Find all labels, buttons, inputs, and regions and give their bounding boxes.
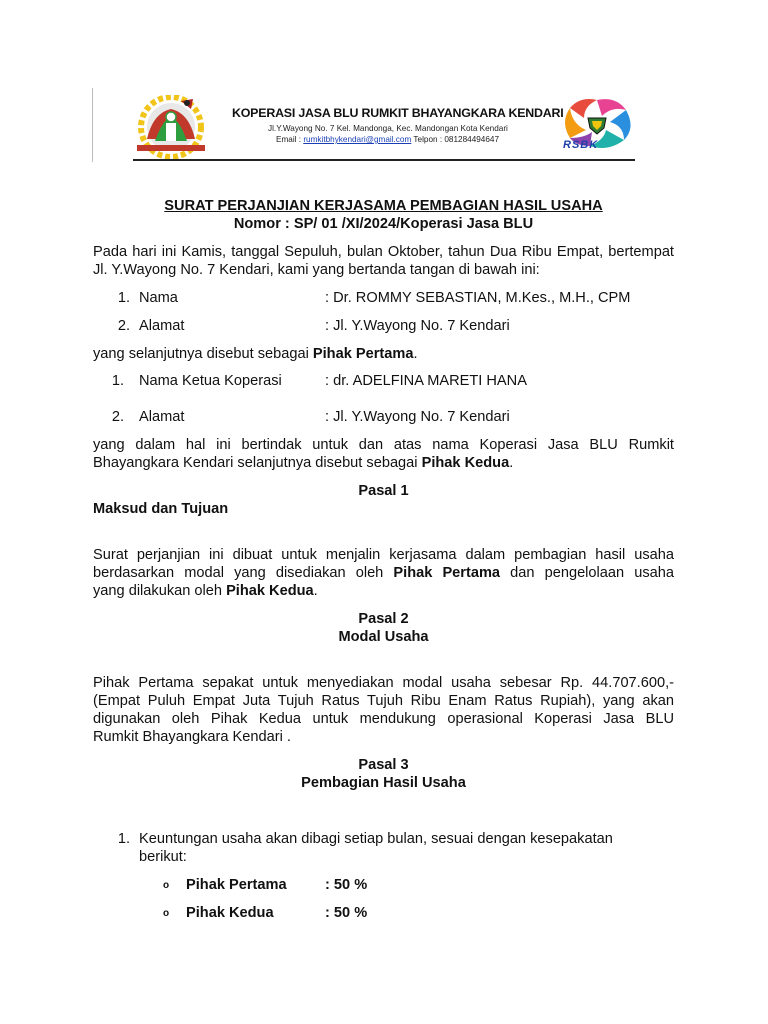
bullet-icon: o xyxy=(163,908,170,919)
koperasi-logo-icon xyxy=(133,95,209,159)
pihak-pertama-label: Pihak Pertama xyxy=(393,565,501,581)
share-value-pihak-kedua: : 50 % xyxy=(325,905,368,921)
pasal3-subheading: Pembagian Hasil Usaha xyxy=(301,775,466,791)
party1-name-label: Nama xyxy=(139,290,178,306)
party2-name-label: Nama Ketua Koperasi xyxy=(139,373,282,389)
pasal3-item1-line1: Keuntungan usaha akan dibagi setiap bulan, sesuai dengan kesepakatan xyxy=(139,831,613,847)
party2-address-label: Alamat xyxy=(139,409,185,425)
party2-closing-text: Bhayangkara Kendari selanjutnya disebut sebagai xyxy=(93,455,422,471)
party1-address-label: Alamat xyxy=(139,318,185,334)
share-label-pihak-pertama: Pihak Pertama xyxy=(186,877,287,893)
pasal1-line2-tail: dan pengelolaan usaha xyxy=(500,565,674,581)
email-link[interactable]: rumkitbhykendari@gmail.com xyxy=(303,135,412,144)
party2-name-value: : dr. ADELFINA MARETI HANA xyxy=(325,373,527,389)
list-number: 1. xyxy=(111,373,124,389)
party1-address-value: : Jl. Y.Wayong No. 7 Kendari xyxy=(325,318,510,334)
party1-closing-period: . xyxy=(413,346,418,362)
party2-closing-line1: yang dalam hal ini bertindak untuk dan atas nama Koperasi Jasa BLU Rumkit xyxy=(93,437,674,453)
list-number: 2. xyxy=(117,318,130,334)
party2-address-value: : Jl. Y.Wayong No. 7 Kendari xyxy=(325,409,510,425)
pasal3-item1-line2: berikut: xyxy=(139,849,187,865)
letterhead-org-name: KOPERASI JASA BLU RUMKIT BHAYANGKARA KENDARI xyxy=(232,106,564,120)
pasal1-line3 xyxy=(93,582,318,600)
phone-text: Telpon : 081284494647 xyxy=(413,135,500,144)
rsbk-logo-text: RSBK xyxy=(563,139,599,151)
list-number: 1. xyxy=(117,831,130,847)
pihak-pertama-label: Pihak Pertama xyxy=(312,346,414,362)
pasal2-subheading: Modal Usaha xyxy=(338,629,429,645)
pasal3-heading: Pasal 3 xyxy=(358,757,409,773)
letterhead-address: Jl.Y.Wayong No. 7 Kel. Mandonga, Kec. Mandongan Kota Kendari xyxy=(268,124,508,133)
party1-closing xyxy=(93,345,418,363)
document-title: SURAT PERJANJIAN KERJASAMA PEMBAGIAN HASIL USAHA xyxy=(164,198,603,214)
list-number: 1. xyxy=(117,290,130,306)
party1-name-value: : Dr. ROMMY SEBASTIAN, M.Kes., M.H., CPM xyxy=(325,290,631,306)
letterhead-rule xyxy=(133,159,635,161)
party1-closing-text: yang selanjutnya disebut sebagai xyxy=(93,346,313,362)
party2-closing-period: . xyxy=(509,455,514,471)
pasal2-heading: Pasal 2 xyxy=(358,611,409,627)
share-value-pihak-pertama: : 50 % xyxy=(325,877,368,893)
pasal1-line3-period: . xyxy=(313,583,318,599)
pihak-kedua-label: Pihak Kedua xyxy=(226,583,314,599)
share-label-pihak-kedua: Pihak Kedua xyxy=(186,905,274,921)
pasal1-line2 xyxy=(93,564,674,582)
pasal1-line3-text: yang dilakukan oleh xyxy=(93,583,227,599)
list-number: 2. xyxy=(111,409,124,425)
pasal1-heading: Pasal 1 xyxy=(358,483,409,499)
pihak-kedua-label: Pihak Kedua xyxy=(421,455,510,471)
email-label: Email : xyxy=(276,135,302,144)
pasal2-line4: Rumkit Bhayangkara Kendari . xyxy=(93,729,291,745)
pasal1-line1: Surat perjanjian ini dibuat untuk menjalin kerjasama dalam pembagian hasil usaha xyxy=(93,547,674,563)
pasal2-line1: Pihak Pertama sepakat untuk menyediakan modal usaha sebesar Rp. 44.707.600,- xyxy=(93,675,674,691)
pasal2-line2: (Empat Puluh Empat Juta Tujuh Ratus Tujuh Ribu Enam Ratus Rupiah), yang akan xyxy=(93,693,674,709)
letterhead-contact xyxy=(276,135,499,144)
page-margin-line xyxy=(92,88,93,162)
bullet-icon: o xyxy=(163,880,170,891)
pasal1-line2-text: berdasarkan modal yang disediakan oleh xyxy=(93,565,394,581)
party2-closing-line2 xyxy=(93,454,513,472)
document-number: Nomor : SP/ 01 /XI/2024/Koperasi Jasa BLU xyxy=(233,216,534,232)
pasal1-subheading: Maksud dan Tujuan xyxy=(93,501,229,517)
opening-paragraph: Pada hari ini Kamis, tanggal Sepuluh, bulan Oktober, tahun Dua Ribu Empat, bertempat Jl. Y.Wayong No. 7 Kendari, kami yang bertanda tangan di bawah ini: xyxy=(93,244,674,278)
pasal2-line3: digunakan oleh Pihak Kedua untuk mendukung operasional Koperasi Jasa BLU xyxy=(93,711,674,727)
